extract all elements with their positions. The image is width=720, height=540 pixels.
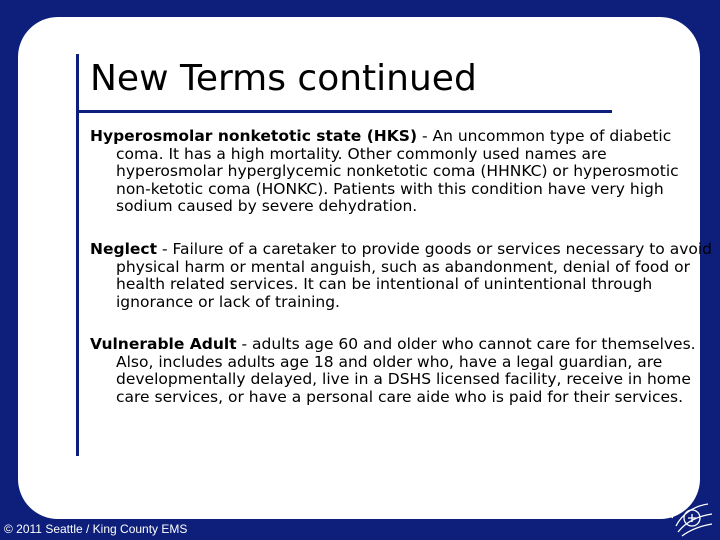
vertical-divider [76, 54, 79, 456]
slide-title: New Terms continued [90, 58, 477, 99]
term-definition-neglect [90, 241, 716, 311]
emblem-logo-icon [668, 496, 716, 538]
term-text: - An uncommon type of diabetic coma. It has a high mortality. Other commonly used names are hyperosmolar hyperglycemic nonketotic coma (HHNKC) or hyperosmotic non-ketotic coma (HONKC). Patients with this condition have very high sodium caused by severe dehydration. [116, 127, 679, 215]
title-underline [76, 110, 612, 113]
term-definition-hks [90, 128, 716, 216]
term-label: Vulnerable Adult [90, 335, 237, 353]
term-label: Neglect [90, 240, 158, 258]
term-text: - Failure of a caretaker to provide goods or services necessary to avoid physical harm or mental anguish, such as abandonment, denial of food or health related services. It can be intentional of unintentional through ignorance or lack of training. [116, 240, 713, 311]
term-text: - adults age 60 and older who cannot care for themselves. Also, includes adults age 18 and older who, have a legal guardian, are developmentally delayed, live in a DSHS licensed facility, receive in home care services, or have a personal care aide who is paid for their services. [116, 335, 696, 406]
term-label: Hyperosmolar nonketotic state (HKS) [90, 127, 418, 145]
term-definition-vulnerable-adult [90, 336, 716, 406]
copyright-footer: © 2011 Seattle / King County EMS [4, 522, 188, 536]
